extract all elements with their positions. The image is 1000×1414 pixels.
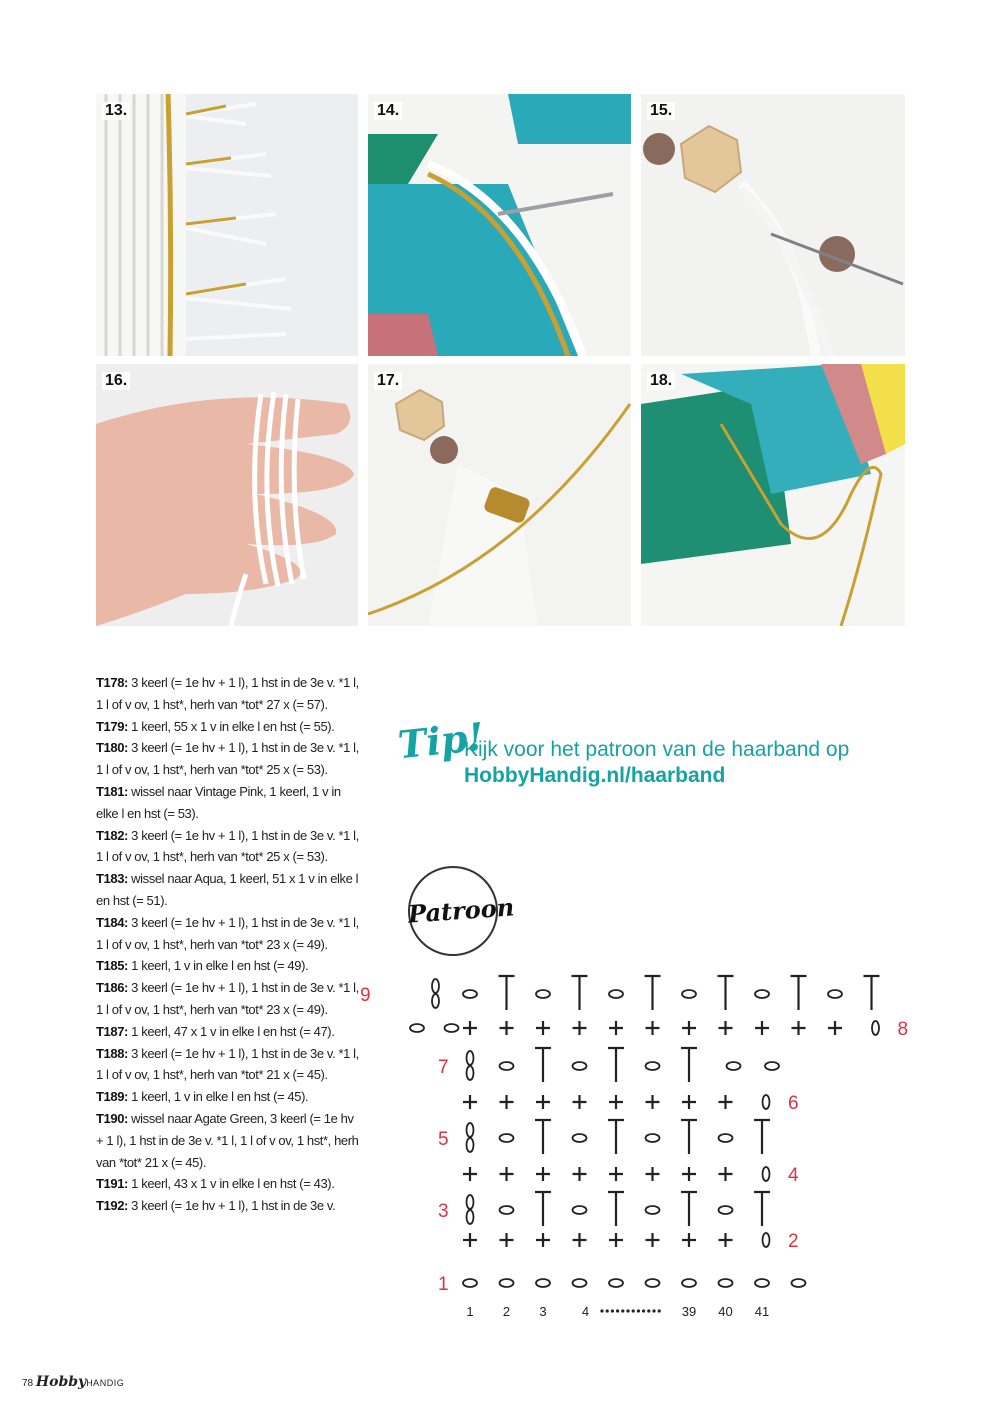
- crochet-edge-photo-icon: [368, 94, 631, 356]
- half-double-crochet-symbol: [754, 1192, 770, 1226]
- chain-stitch-symbol: [500, 1206, 514, 1214]
- chain-stitch-symbol: [463, 990, 477, 998]
- single-crochet-symbol: [536, 1021, 550, 1035]
- single-crochet-symbol: [792, 1021, 806, 1035]
- fringe-photo-icon: [96, 94, 358, 356]
- row-number-label: 3: [438, 1201, 449, 1222]
- instruction-row-181: T181: wissel naar Vintage Pink, 1 keerl, 1 v in elke l en hst (= 53).: [96, 783, 341, 821]
- instruction-row-185: T185: 1 keerl, 1 v in elke l en hst (= 49).: [96, 958, 309, 974]
- step-photo-17: [368, 364, 631, 626]
- magazine-brand: Hobby: [35, 1374, 87, 1390]
- half-double-crochet-symbol: [791, 976, 807, 1010]
- chain-stitch-symbol: [719, 1279, 733, 1287]
- stitch-number-label: 2: [502, 1304, 511, 1319]
- instruction-row-183: T183: wissel naar Aqua, 1 keerl, 51 x 1 v in elke l en hst (= 51).: [96, 871, 359, 908]
- turning-chain-symbol: [467, 1138, 474, 1152]
- half-double-crochet-symbol: [535, 1120, 551, 1154]
- chain-stitch-symbol: [719, 1134, 733, 1142]
- chain-stitch-symbol: [410, 1024, 424, 1032]
- half-double-crochet-symbol: [718, 976, 734, 1010]
- yarn-hand-photo-icon: [96, 364, 358, 626]
- stitch-number-label: 1: [466, 1304, 474, 1319]
- ellipsis-dot: [658, 1309, 661, 1312]
- row-number-label: 6: [788, 1093, 799, 1114]
- single-crochet-symbol: [682, 1021, 696, 1035]
- single-crochet-symbol: [719, 1021, 733, 1035]
- chain-stitch-symbol: [573, 1206, 587, 1214]
- page-number: 78: [22, 1378, 34, 1389]
- chain-stitch-symbol: [828, 990, 842, 998]
- chain-stitch-symbol: [755, 1279, 769, 1287]
- chain-stitch-symbol: [792, 1279, 806, 1287]
- stitch-number-label: 39: [681, 1304, 697, 1319]
- single-crochet-symbol: [463, 1021, 477, 1035]
- turning-chain-symbol: [872, 1021, 879, 1035]
- single-crochet-symbol: [463, 1167, 477, 1181]
- half-double-crochet-symbol: [535, 1048, 551, 1082]
- single-crochet-symbol: [646, 1167, 660, 1181]
- instruction-row-178: T178: 3 keerl (= 1e hv + 1 l), 1 hst in de 3e v. *1 l, 1 l of v ov, 1 hst*, herh van *tot* 27 x (= 57).: [96, 675, 359, 712]
- chain-stitch-symbol: [646, 1279, 660, 1287]
- instruction-row-184: T184: 3 keerl (= 1e hv + 1 l), 1 hst in de 3e v. *1 l, 1 l of v ov, 1 hst*, herh van *tot* 23 x (= 49).: [96, 914, 359, 952]
- photo-number: 15.: [647, 102, 675, 120]
- single-crochet-symbol: [646, 1095, 660, 1109]
- turning-chain-symbol: [763, 1167, 770, 1181]
- turning-chain-symbol: [432, 979, 439, 993]
- step-photo-16: [96, 364, 358, 626]
- single-crochet-symbol: [609, 1167, 623, 1181]
- photo-number: 18.: [647, 372, 675, 390]
- chain-stitch-symbol: [646, 1206, 660, 1214]
- single-crochet-symbol: [609, 1233, 623, 1247]
- step-photo-14: [368, 94, 631, 356]
- ellipsis-dot: [632, 1309, 635, 1312]
- turning-chain-symbol: [467, 1123, 474, 1137]
- single-crochet-symbol: [646, 1021, 660, 1035]
- instruction-row-180: T180: 3 keerl (= 1e hv + 1 l), 1 hst in de 3e v. *1 l, 1 l of v ov, 1 hst*, herh van *tot* 25 x (= 53).: [96, 740, 359, 778]
- step-photo-13: [96, 94, 358, 356]
- step-photo-18: [641, 364, 905, 626]
- turning-chain-symbol: [763, 1233, 770, 1247]
- ellipsis-dot: [637, 1309, 640, 1312]
- single-crochet-symbol: [536, 1167, 550, 1181]
- half-double-crochet-symbol: [864, 976, 880, 1010]
- chart-labels: [360, 985, 908, 1319]
- turning-chain-symbol: [467, 1210, 474, 1224]
- chain-stitch-symbol: [727, 1062, 741, 1070]
- crochet-chart: [350, 940, 930, 1320]
- chain-stitch-symbol: [573, 1062, 587, 1070]
- half-double-crochet-symbol: [681, 1192, 697, 1226]
- chain-stitch-symbol: [500, 1134, 514, 1142]
- instruction-row-192: T192: 3 keerl (= 1e hv + 1 l), 1 hst in de 3e v.: [96, 1198, 336, 1214]
- page-footer: [22, 1374, 124, 1390]
- single-crochet-symbol: [500, 1095, 514, 1109]
- single-crochet-symbol: [500, 1021, 514, 1035]
- ellipsis-dot: [647, 1309, 650, 1312]
- single-crochet-symbol: [573, 1233, 587, 1247]
- row-number-label: 7: [438, 1057, 449, 1078]
- row-number-label: 4: [788, 1165, 799, 1186]
- instruction-row-182: T182: 3 keerl (= 1e hv + 1 l), 1 hst in de 3e v. *1 l, 1 l of v ov, 1 hst*, herh van *tot* 25 x (= 53).: [96, 827, 359, 865]
- stitch-number-label: 40: [718, 1304, 733, 1319]
- ellipsis-dot: [652, 1309, 655, 1312]
- chain-stitch-symbol: [445, 1024, 459, 1032]
- row-number-label: 8: [897, 1019, 909, 1040]
- single-crochet-symbol: [719, 1167, 733, 1181]
- instruction-row-179: T179: 1 keerl, 55 x 1 v in elke l en hst (= 55).: [96, 718, 335, 734]
- single-crochet-symbol: [682, 1095, 696, 1109]
- chain-stitch-symbol: [765, 1062, 779, 1070]
- row-number-label: 5: [438, 1129, 449, 1150]
- half-double-crochet-symbol: [608, 1192, 624, 1226]
- chain-stitch-symbol: [573, 1134, 587, 1142]
- instruction-row-187: T187: 1 keerl, 47 x 1 v in elke l en hst (= 47).: [96, 1023, 335, 1039]
- photo-number: 17.: [374, 372, 402, 390]
- instruction-row-186: T186: 3 keerl (= 1e hv + 1 l), 1 hst in de 3e v. *1 l, 1 l of v ov, 1 hst*, herh van *tot* 23 x (= 49).: [96, 980, 359, 1017]
- chain-stitch-symbol: [500, 1062, 514, 1070]
- chain-stitch-symbol: [536, 990, 550, 998]
- single-crochet-symbol: [609, 1095, 623, 1109]
- half-double-crochet-symbol: [681, 1120, 697, 1154]
- single-crochet-symbol: [536, 1233, 550, 1247]
- turning-chain-symbol: [467, 1066, 474, 1080]
- stitch-number-label: 41: [754, 1304, 770, 1319]
- half-double-crochet-symbol: [535, 1192, 551, 1226]
- chart-symbols: [410, 976, 880, 1287]
- half-double-crochet-symbol: [499, 976, 515, 1010]
- single-crochet-symbol: [755, 1021, 769, 1035]
- magazine-brand-suffix: HANDIG: [86, 1378, 125, 1388]
- tip-text: Kijk voor het patroon van de haarband op: [464, 738, 850, 761]
- beads-needle-photo-icon: [641, 94, 905, 356]
- ellipsis-dot: [642, 1309, 645, 1312]
- single-crochet-symbol: [682, 1233, 696, 1247]
- single-crochet-symbol: [463, 1233, 477, 1247]
- single-crochet-symbol: [719, 1233, 733, 1247]
- step-photo-15: [641, 94, 905, 356]
- stitch-number-label: 3: [539, 1304, 547, 1319]
- half-double-crochet-symbol: [681, 1048, 697, 1082]
- chain-stitch-symbol: [646, 1134, 660, 1142]
- tip-link[interactable]: HobbyHandig.nl/haarband: [464, 764, 726, 787]
- row-number-label: 9: [360, 985, 371, 1006]
- single-crochet-symbol: [500, 1233, 514, 1247]
- half-double-crochet-symbol: [608, 1120, 624, 1154]
- half-double-crochet-symbol: [572, 976, 588, 1010]
- chain-stitch-symbol: [463, 1279, 477, 1287]
- chain-stitch-symbol: [682, 990, 696, 998]
- single-crochet-symbol: [536, 1095, 550, 1109]
- single-crochet-symbol: [463, 1095, 477, 1109]
- row-number-label: 1: [438, 1274, 449, 1295]
- single-crochet-symbol: [609, 1021, 623, 1035]
- instruction-row-188: T188: 3 keerl (= 1e hv + 1 l), 1 hst in de 3e v. *1 l, 1 l of v ov, 1 hst*, herh van *tot* 21 x (= 45).: [96, 1045, 359, 1083]
- tip-heading: Tip!: [395, 713, 487, 768]
- single-crochet-symbol: [573, 1167, 587, 1181]
- chain-stitch-symbol: [719, 1206, 733, 1214]
- turning-chain-symbol: [467, 1051, 474, 1065]
- photo-number: 16.: [102, 372, 130, 390]
- chain-stitch-symbol: [536, 1279, 550, 1287]
- ellipsis-dot: [616, 1309, 619, 1312]
- gold-thread-photo-icon: [641, 364, 905, 626]
- chain-stitch-symbol: [755, 990, 769, 998]
- half-double-crochet-symbol: [608, 1048, 624, 1082]
- ellipsis-dot: [600, 1309, 603, 1312]
- single-crochet-symbol: [573, 1021, 587, 1035]
- instruction-row-191: T191: 1 keerl, 43 x 1 v in elke l en hst (= 43).: [96, 1176, 335, 1192]
- half-double-crochet-symbol: [645, 976, 661, 1010]
- photo-number: 14.: [374, 102, 402, 120]
- turning-chain-symbol: [467, 1195, 474, 1209]
- chain-stitch-symbol: [609, 990, 623, 998]
- single-crochet-symbol: [828, 1021, 842, 1035]
- single-crochet-symbol: [719, 1095, 733, 1109]
- ellipsis-dot: [611, 1309, 614, 1312]
- chain-stitch-symbol: [646, 1062, 660, 1070]
- turning-chain-symbol: [432, 994, 439, 1008]
- chain-stitch-symbol: [682, 1279, 696, 1287]
- chain-stitch-symbol: [573, 1279, 587, 1287]
- single-crochet-symbol: [682, 1167, 696, 1181]
- ellipsis-dot: [626, 1309, 629, 1312]
- photo-number: 13.: [102, 102, 130, 120]
- instructions-column: [96, 672, 362, 1217]
- ellipsis-dot: [621, 1309, 624, 1312]
- chain-stitch-symbol: [500, 1279, 514, 1287]
- ellipsis-dot: [606, 1309, 609, 1312]
- chain-stitch-symbol: [609, 1279, 623, 1287]
- single-crochet-symbol: [573, 1095, 587, 1109]
- tassel-photo-icon: [368, 364, 631, 626]
- patroon-label: Patroon: [407, 892, 516, 929]
- instruction-row-190: T190: wissel naar Agate Green, 3 keerl (= 1e hv + 1 l), 1 hst in de 3e v. *1 l, 1 l of v ov, 1 hst*, herh van *tot* 21 x (= 45).: [96, 1110, 359, 1170]
- stitch-number-label: 4: [581, 1304, 590, 1319]
- half-double-crochet-symbol: [754, 1120, 770, 1154]
- single-crochet-symbol: [646, 1233, 660, 1247]
- instruction-row-189: T189: 1 keerl, 1 v in elke l en hst (= 45).: [96, 1089, 309, 1105]
- single-crochet-symbol: [500, 1167, 514, 1181]
- row-number-label: 2: [788, 1231, 799, 1252]
- turning-chain-symbol: [763, 1095, 770, 1109]
